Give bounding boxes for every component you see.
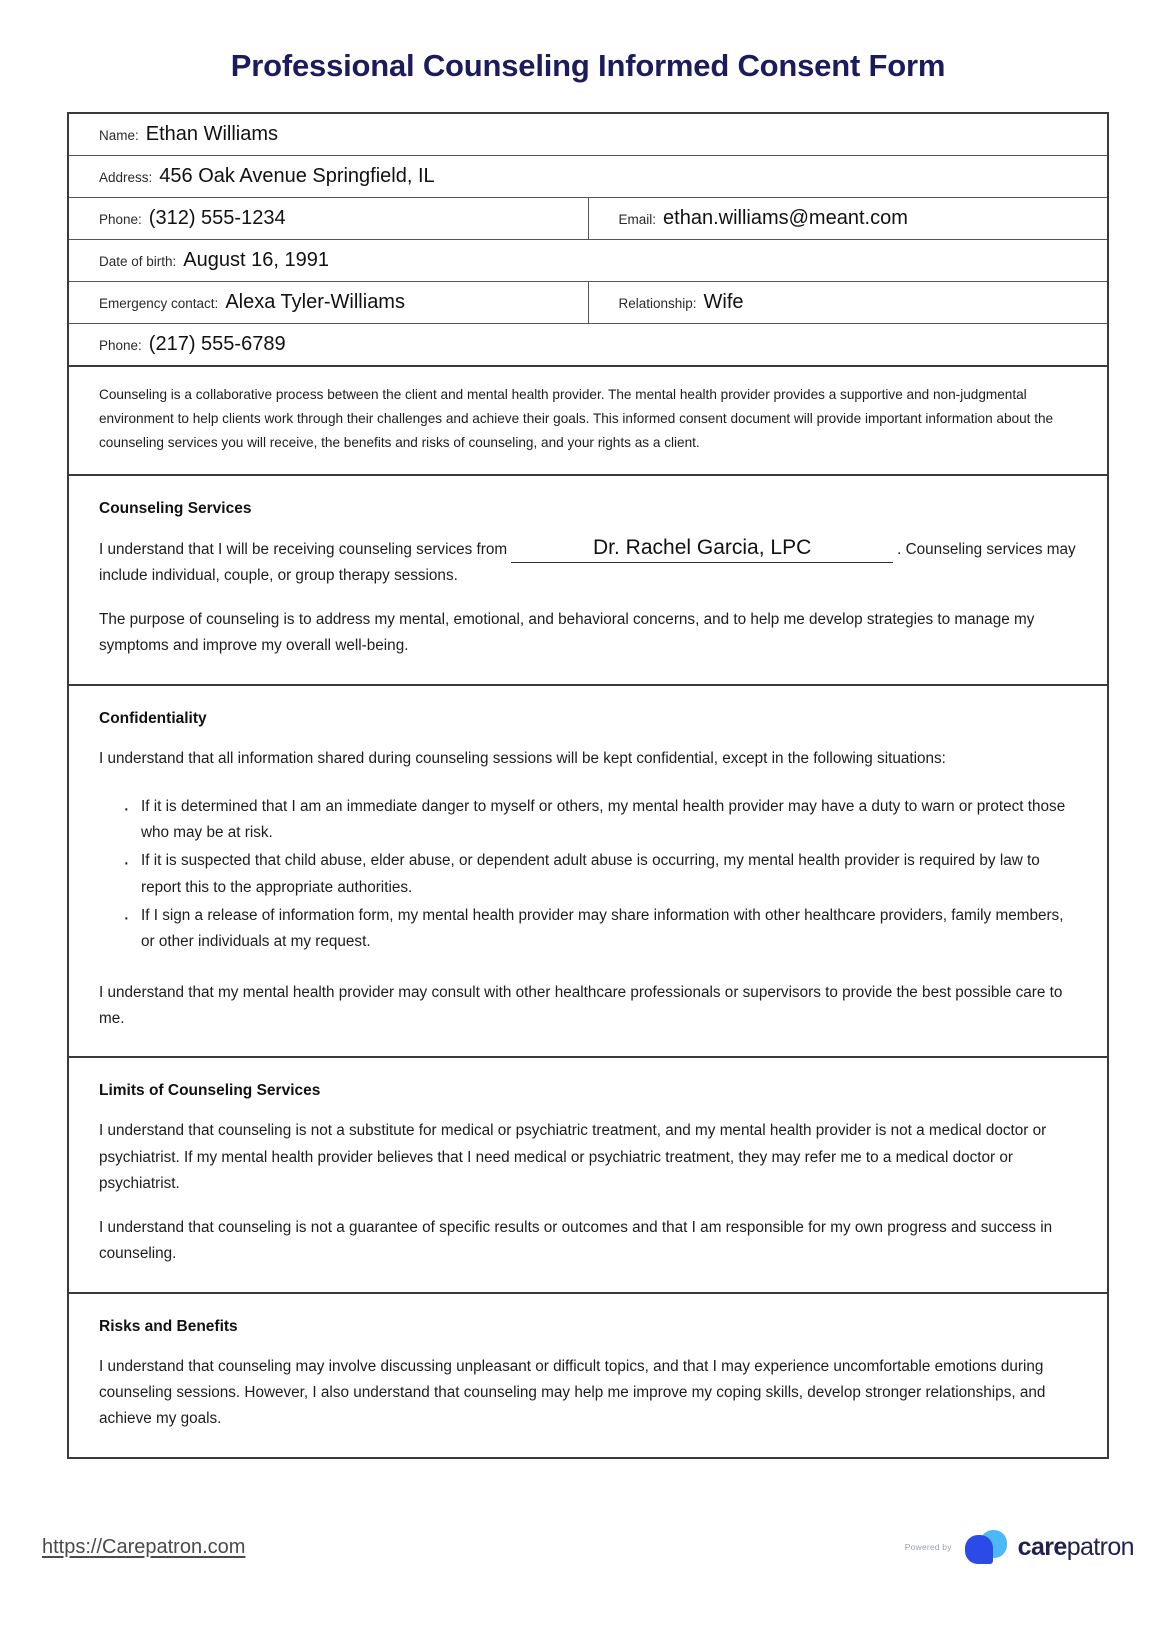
confidentiality-intro-paragraph: I understand that all information shared during counseling sessions will be kept confidential, except in the following situations:: [99, 749, 946, 767]
limits-paragraph-1: I understand that counseling is not a substitute for medical or psychiatric treatment, and my mental health provider is not a medical doctor or psychiatrist. If my mental health provider believes that I need medical or psychiatric treatment, they may refer me to a medical doctor or psychiatrist.: [99, 1122, 1047, 1192]
limits-heading: Limits of Counseling Services: [99, 1082, 321, 1100]
field-email-cell[interactable]: [588, 198, 1107, 240]
field-emergency-contact-cell[interactable]: [69, 282, 588, 324]
sentence-suffix: . Counseling services may include individual, couple, or group therapy sessions.: [99, 540, 1076, 584]
confidentiality-bullet-list: [99, 794, 1077, 956]
table-row: [69, 282, 1107, 324]
carepatron-url-link[interactable]: https://Carepatron.com: [42, 1535, 246, 1558]
name-label: Name:: [99, 128, 139, 143]
field-dob-cell[interactable]: [69, 240, 1107, 282]
intro-block: [69, 367, 1107, 476]
carepatron-wordmark: [1018, 1533, 1134, 1562]
limits-paragraph-2: I understand that counseling is not a guarantee of specific results or outcomes and that I am responsible for my own progress and success in counseling.: [99, 1219, 1053, 1263]
section-confidentiality: [69, 686, 1107, 1059]
emergency-contact-value: Alexa Tyler-Williams: [225, 291, 405, 313]
table-row: [69, 156, 1107, 198]
field-address-cell[interactable]: [69, 156, 1107, 198]
brand-light-part: patron: [1066, 1532, 1134, 1561]
phone-value: (312) 555-1234: [148, 207, 286, 229]
logo-blob-dark: [965, 1535, 993, 1564]
field-emergency-phone-cell[interactable]: [69, 324, 1107, 367]
emergency-phone-value: (217) 555-6789: [148, 333, 286, 355]
name-value: Ethan Williams: [145, 123, 279, 145]
provider-name-fill-field[interactable]: Dr. Rachel Garcia, LPC: [511, 536, 893, 563]
counseling-services-heading: Counseling Services: [99, 499, 252, 517]
confidentiality-closing-paragraph: I understand that my mental health provider may consult with other healthcare professionals or supervisors to provide the best possible care to me.: [99, 983, 1063, 1027]
field-relationship-cell[interactable]: [588, 282, 1107, 324]
page-footer: [42, 1524, 1134, 1570]
risks-benefits-paragraph-1: I understand that counseling may involve discussing unpleasant or difficult topics, and that I may experience uncomfortable emotions during counseling sessions. However, I also understand that counseling may help me improve my coping skills, develop stronger relationships, and achieve my goals.: [99, 1357, 1046, 1428]
email-value: ethan.williams@meant.com: [663, 207, 908, 229]
relationship-value: Wife: [703, 291, 744, 313]
relationship-label: Relationship:: [618, 296, 697, 311]
phone-label: Phone:: [99, 212, 142, 227]
list-item: · If I sign a release of information form, my mental health provider may share information with other healthcare providers, family members, or other individuals at my request.: [121, 903, 1077, 956]
powered-by-label: Powered by: [904, 1542, 952, 1552]
table-row: [69, 114, 1107, 156]
section-counseling-services: [69, 476, 1107, 686]
field-name-cell[interactable]: [69, 114, 1107, 156]
address-label: Address:: [99, 170, 153, 185]
carepatron-logo-icon: [963, 1529, 1009, 1565]
brand-bold-part: care: [1017, 1532, 1067, 1561]
confidentiality-heading: Confidentiality: [99, 709, 207, 727]
counseling-purpose-paragraph: The purpose of counseling is to address my mental, emotional, and behavioral concerns, and to help me develop strategies to manage my symptoms and improve my overall well-being.: [99, 611, 1035, 655]
section-risks-and-benefits: [69, 1294, 1107, 1457]
emergency-phone-label: Phone:: [99, 338, 142, 353]
list-item: · If it is suspected that child abuse, elder abuse, or dependent adult abuse is occurring, my mental health provider is required by law to report this to the appropriate authorities.: [121, 848, 1077, 901]
sentence-prefix: I understand that I will be receiving counseling services from: [99, 540, 508, 558]
dob-label: Date of birth:: [99, 254, 177, 269]
email-label: Email:: [618, 212, 657, 227]
page-title: Professional Counseling Informed Consent Form: [230, 48, 946, 83]
address-value: 456 Oak Avenue Springfield, IL: [159, 165, 435, 187]
table-row: [69, 198, 1107, 240]
table-row: [69, 240, 1107, 282]
risks-benefits-heading: Risks and Benefits: [99, 1317, 238, 1335]
emergency-contact-label: Emergency contact:: [99, 296, 219, 311]
counseling-services-sentence: [99, 536, 1077, 589]
list-item: · If it is determined that I am an immediate danger to myself or others, my mental health provider may have a duty to warn or protect those who may be at risk.: [121, 794, 1077, 847]
consent-form-frame: [67, 112, 1109, 1459]
intro-paragraph: Counseling is a collaborative process between the client and mental health provider. The mental health provider provides a supportive and non-judgmental environment to help clients work through their challenges and achieve their goals. This informed consent document will provide important information about the counseling services you will receive, the benefits and risks of counseling, and your rights as a client.: [99, 387, 1054, 451]
dob-value: August 16, 1991: [183, 249, 329, 271]
table-row: [69, 324, 1107, 367]
section-limits-of-counseling-services: [69, 1058, 1107, 1293]
field-phone-cell[interactable]: [69, 198, 588, 240]
client-info-table: [69, 114, 1107, 367]
carepatron-branding: [905, 1529, 1134, 1565]
